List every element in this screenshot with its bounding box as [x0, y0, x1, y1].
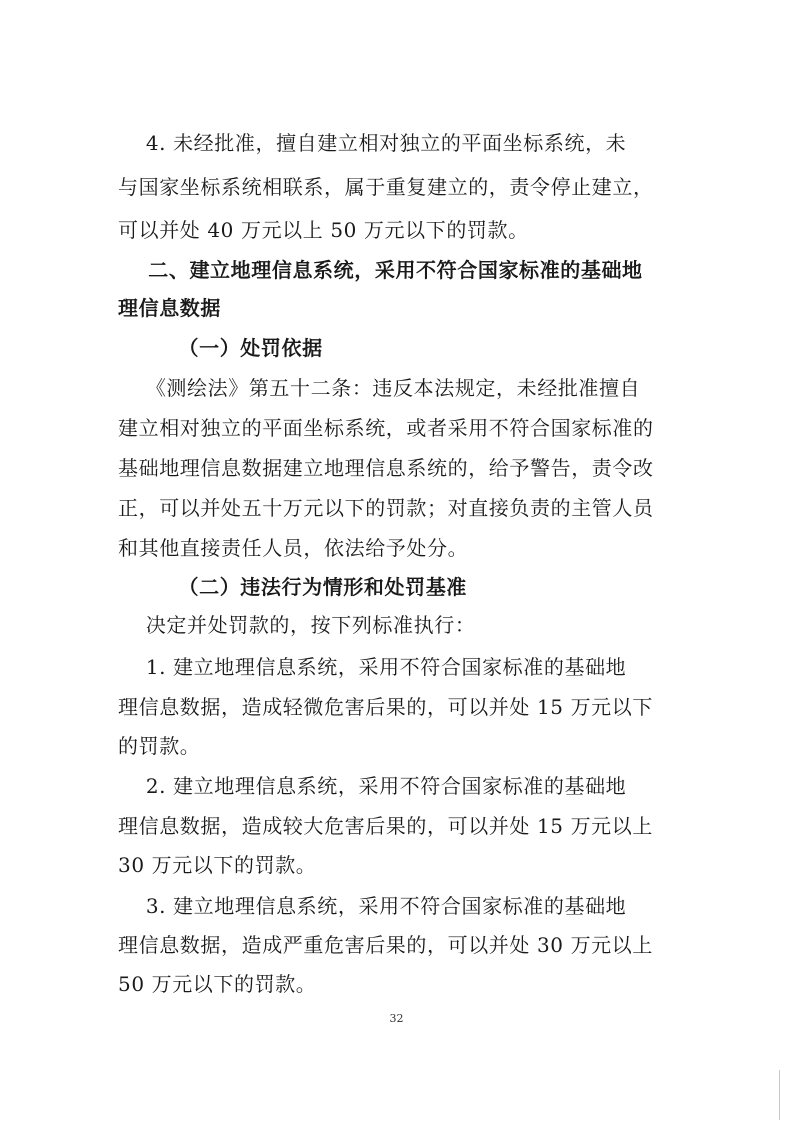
section-heading-continued: 理信息数据 [118, 296, 221, 320]
subsection-heading: （二）违法行为情形和处罚基准 [118, 575, 467, 599]
text-line: 理信息数据，造成轻微危害后果的，可以并处 15 万元以下 [118, 695, 653, 719]
section-heading: 二、建立地理信息系统，采用不符合国家标准的基础地 [118, 258, 643, 282]
page-number: 32 [389, 1012, 404, 1025]
text-line: 2. 建立地理信息系统，采用不符合国家标准的基础地 [118, 774, 627, 798]
text-line: 50 万元以下的罚款。 [118, 972, 317, 996]
scan-edge-line [779, 1070, 780, 1120]
text-line: 决定并处罚款的，按下列标准执行： [118, 613, 476, 637]
text-line: 1. 建立地理信息系统，采用不符合国家标准的基础地 [118, 655, 627, 679]
text-line: 和其他直接责任人员，依法给予处分。 [118, 536, 469, 560]
text-line: 正，可以并处五十万元以下的罚款；对直接负责的主管人员 [118, 496, 654, 520]
text-line: 3. 建立地理信息系统，采用不符合国家标准的基础地 [118, 894, 627, 918]
text-line: 4. 未经批准，擅自建立相对独立的平面坐标系统，未 [118, 131, 627, 155]
text-line: 可以并处 40 万元以上 50 万元以下的罚款。 [118, 218, 529, 242]
text-line: 《测绘法》第五十二条：违反本法规定，未经批准擅自 [118, 376, 641, 400]
text-line: 理信息数据，造成较大危害后果的，可以并处 15 万元以上 [118, 814, 653, 838]
text-line: 理信息数据，造成严重危害后果的，可以并处 30 万元以上 [118, 933, 653, 957]
text-line: 30 万元以下的罚款。 [118, 853, 317, 877]
text-line: 建立相对独立的平面坐标系统，或者采用不符合国家标准的 [118, 416, 654, 440]
subsection-heading: （一）处罚依据 [118, 336, 323, 360]
text-line: 的罚款。 [118, 734, 201, 758]
text-line: 基础地理信息数据建立地理信息系统的，给予警告，责令改 [118, 456, 654, 480]
text-line: 与国家坐标系统相联系，属于重复建立的，责令停止建立， [118, 175, 654, 199]
